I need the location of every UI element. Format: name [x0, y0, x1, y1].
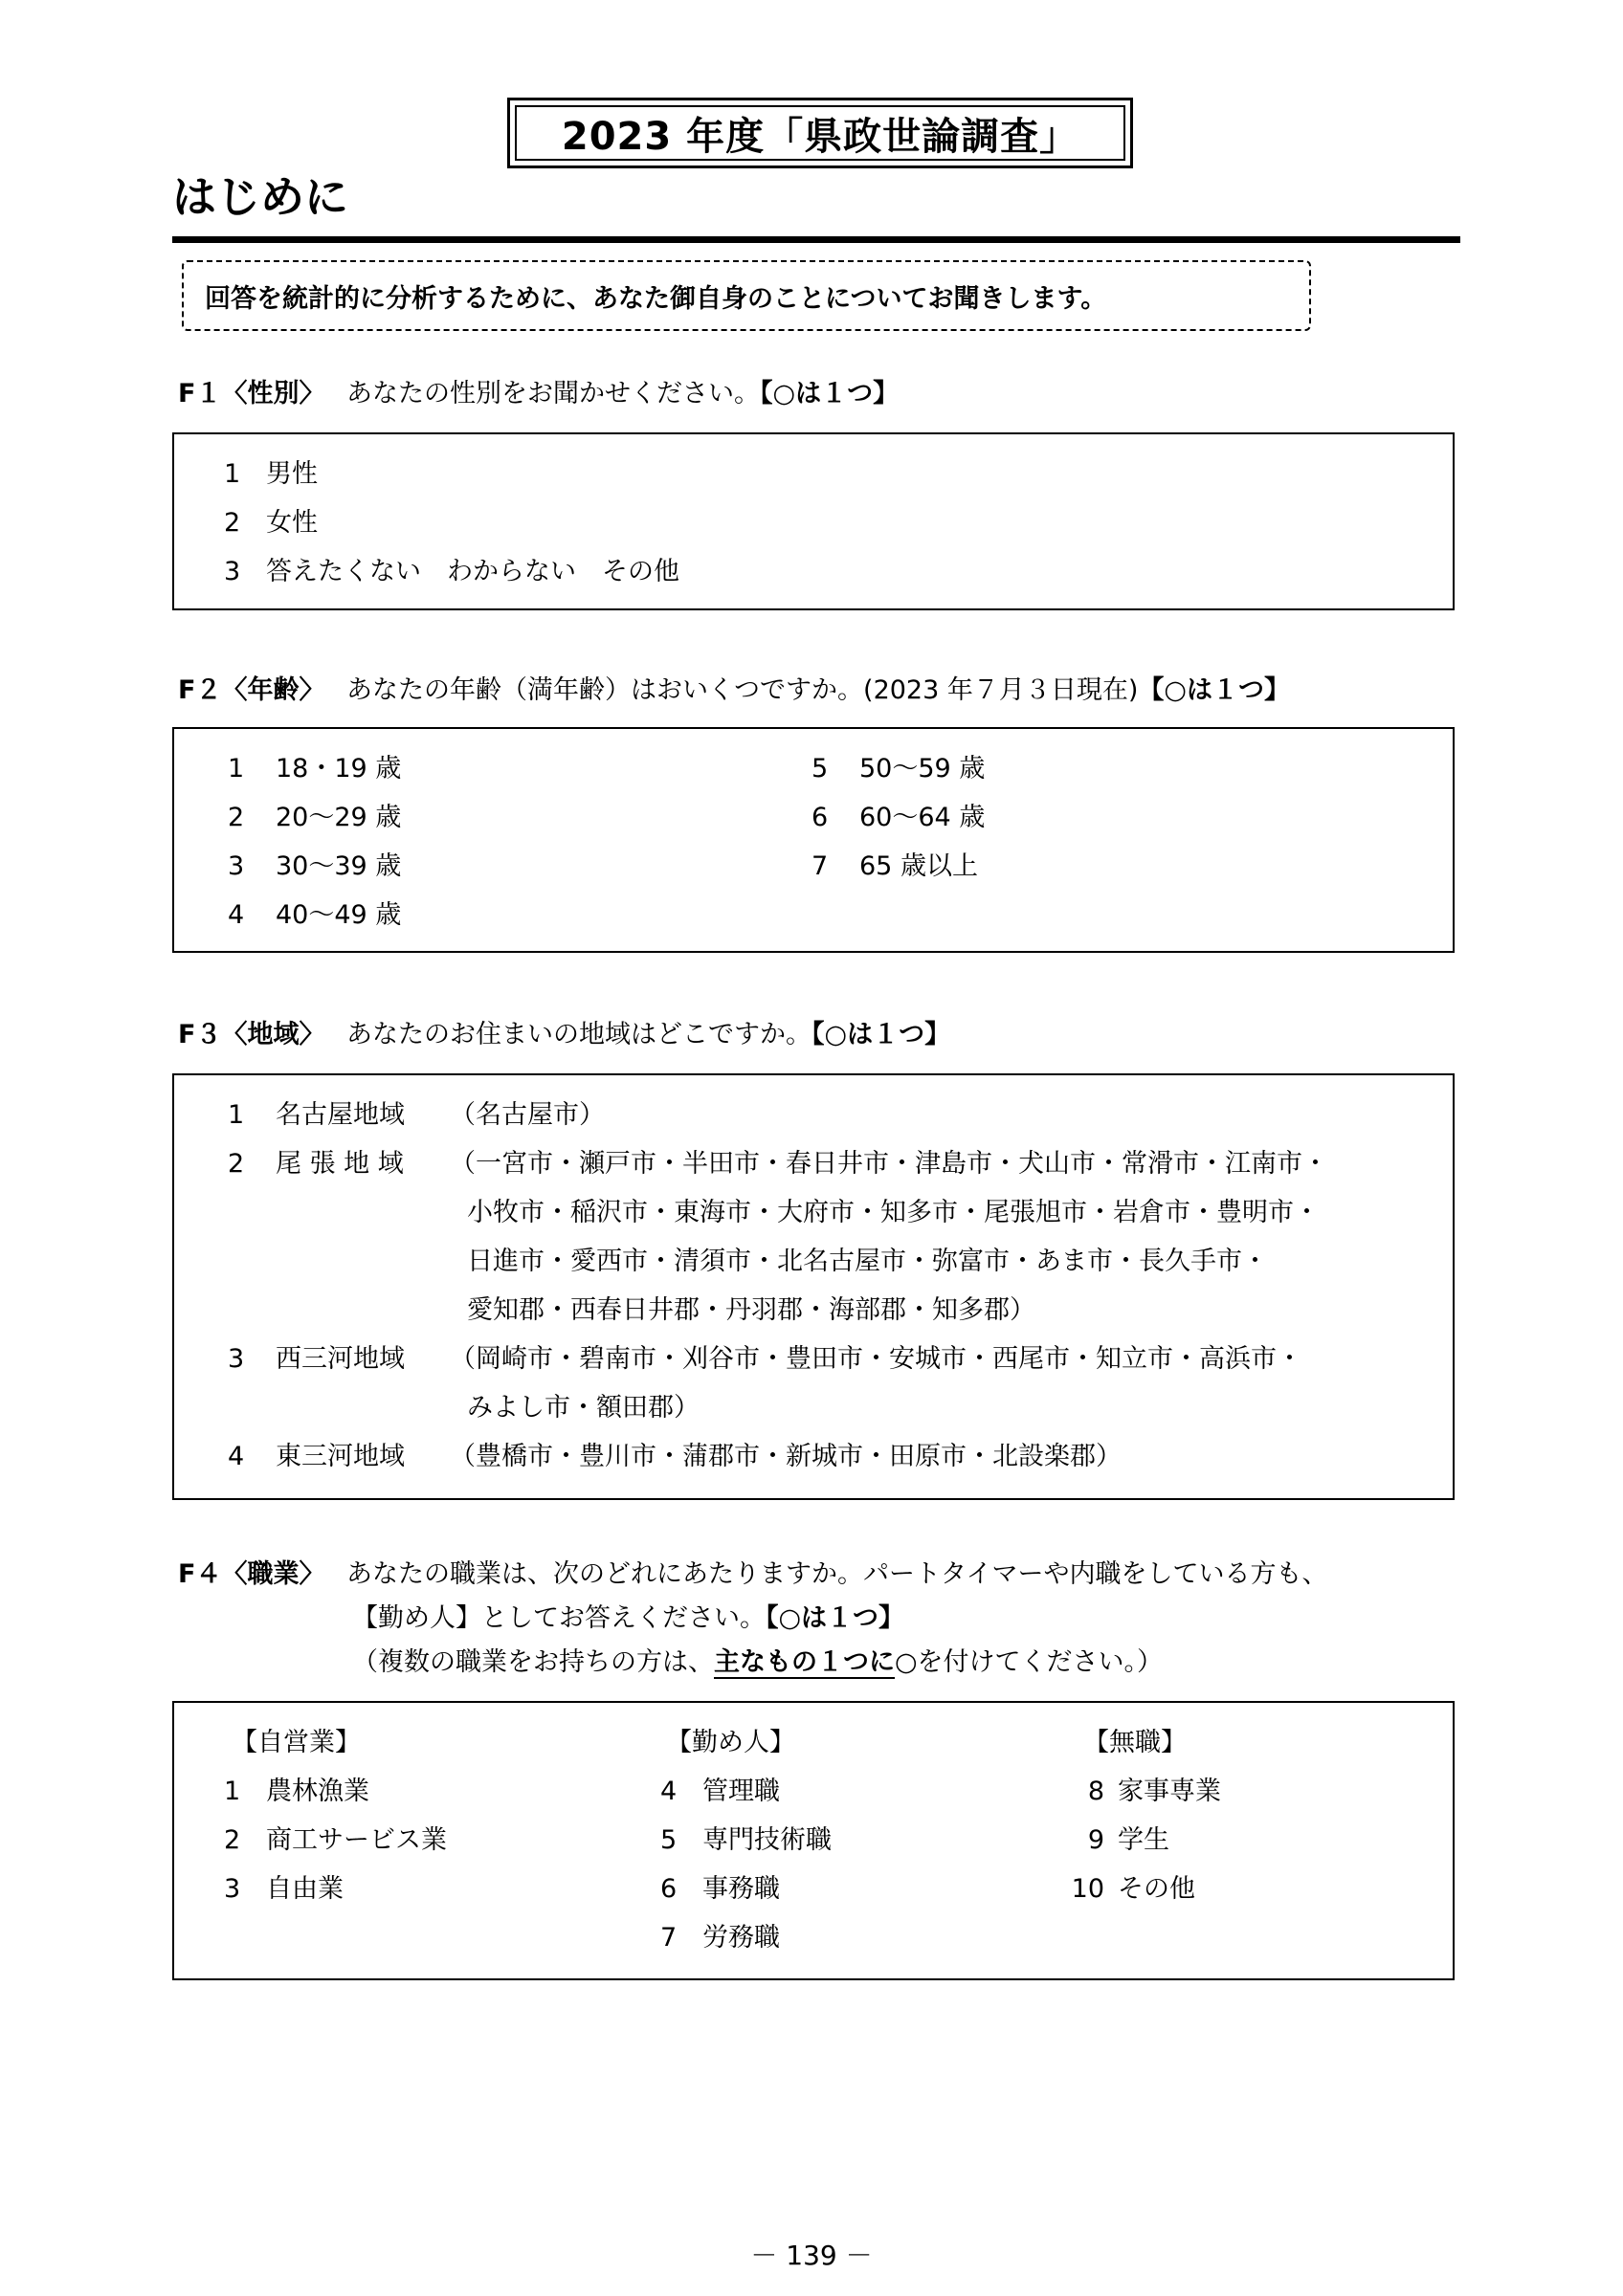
f3-region[interactable]: 3 西三河地域 [228, 1344, 405, 1374]
f3-code: F３〈地域〉 [178, 1020, 325, 1049]
f4-option[interactable]: 6 事務職 [660, 1874, 780, 1904]
f4-option[interactable]: 8 家事専業 [1087, 1777, 1221, 1806]
f3-note: 【○は１つ】 [812, 1020, 951, 1049]
f1-question [178, 375, 899, 413]
f2-option[interactable]: 7 65 歳以上 [812, 851, 978, 881]
f4-emphasis: 主なもの１つに [714, 1647, 895, 1677]
f2-option[interactable]: 1 18・19 歳 [228, 754, 402, 784]
f3-region[interactable]: 1 名古屋地域 [228, 1100, 405, 1130]
region-name: 東三河地域 [276, 1442, 405, 1471]
group-header: 【勤め人】 [666, 1728, 795, 1757]
f4-option[interactable]: 4 管理職 [660, 1777, 780, 1806]
region-line: （豊橋市・豊川市・蒲郡市・新城市・田原市・北設楽郡） [450, 1442, 1122, 1471]
f4-option[interactable]: 3 自由業 [224, 1874, 344, 1904]
page-title: 2023 年度「県政世論調査」 [515, 105, 1125, 161]
region-line: （一宮市・瀬戸市・半田市・春日井市・津島市・犬山市・常滑市・江南市・ [450, 1149, 1328, 1179]
f3-question [178, 1016, 950, 1054]
region-line: （名古屋市） [450, 1100, 605, 1130]
f4-code: F４〈職業〉 [178, 1559, 325, 1589]
f4-options-box [172, 1701, 1455, 1980]
f4-option[interactable]: 5 専門技術職 [660, 1825, 832, 1855]
f1-note: 【○は１つ】 [760, 379, 900, 408]
f4-option[interactable]: 2 商工サービス業 [224, 1825, 447, 1855]
f1-code: F１〈性別〉 [178, 379, 325, 408]
f4-question-text: あなたの職業は、次のどれにあたりますか。パートタイマーや内職をしている方も、 [346, 1559, 1328, 1589]
region-name: 西三河地域 [276, 1344, 405, 1374]
f1-option[interactable]: 2 女性 [224, 508, 318, 538]
f1-options-box [172, 432, 1455, 610]
region-line: みよし市・額田郡） [467, 1393, 700, 1423]
intro-box [182, 260, 1311, 331]
f2-question-text: あなたの年齢（満年齢）はおいくつですか。(2023 年７月３日現在) [346, 675, 1139, 705]
f4-option[interactable]: 1 農林漁業 [224, 1777, 369, 1806]
f4-note: 【○は１つ】 [766, 1603, 905, 1633]
f4-option[interactable]: 10 その他 [1071, 1874, 1195, 1904]
f2-option[interactable]: 4 40～49 歳 [228, 900, 402, 930]
f3-question-text: あなたのお住まいの地域はどこですか。 [346, 1020, 812, 1049]
f2-code: F２〈年齢〉 [178, 675, 325, 705]
group-header: 【自営業】 [232, 1728, 361, 1757]
f2-option[interactable]: 6 60～64 歳 [812, 803, 986, 832]
section-heading: はじめに [172, 171, 348, 223]
intro-text: 回答を統計的に分析するために、あなた御自身のことについてお聞きします。 [205, 283, 1107, 314]
f4-option[interactable]: 9 学生 [1087, 1825, 1169, 1855]
f4-option[interactable]: 7 労務職 [660, 1923, 780, 1953]
region-line: 日進市・愛西市・清須市・北名古屋市・弥富市・あま市・長久手市・ [467, 1247, 1268, 1276]
f1-option[interactable]: 1 男性 [224, 459, 318, 489]
f3-region[interactable]: 4 東三河地域 [228, 1442, 405, 1471]
f2-question [178, 672, 1290, 710]
region-line: （岡崎市・碧南市・刈谷市・豊田市・安城市・西尾市・知立市・高浜市・ [450, 1344, 1302, 1374]
f2-note: 【○は１つ】 [1138, 675, 1290, 705]
title-box [507, 98, 1133, 168]
f2-option[interactable]: 3 30～39 歳 [228, 851, 402, 881]
region-line: 小牧市・稲沢市・東海市・大府市・知多市・尾張旭市・岩倉市・豊明市・ [467, 1198, 1320, 1227]
page-number: － 139 － [750, 2240, 873, 2271]
f3-options-box [172, 1073, 1455, 1500]
f2-option[interactable]: 5 50～59 歳 [812, 754, 986, 784]
heading-rule [172, 236, 1460, 243]
f4-question [178, 1556, 1328, 1594]
f1-option[interactable]: 3 答えたくない わからない その他 [224, 557, 679, 586]
f2-options-box [172, 727, 1455, 953]
group-header: 【無職】 [1083, 1728, 1187, 1757]
f4-question-line2: 【勤め人】としてお答えください。【○は１つ】 [352, 1603, 905, 1633]
f3-region[interactable]: 2 尾 張 地 域 [228, 1149, 404, 1179]
region-name: 名古屋地域 [276, 1100, 405, 1130]
f2-option[interactable]: 2 20～29 歳 [228, 803, 402, 832]
f4-subnote: （複数の職業をお持ちの方は、主なもの１つに○を付けてください。） [352, 1647, 1164, 1677]
region-line: 愛知郡・西春日井郡・丹羽郡・海部郡・知多郡） [467, 1295, 1035, 1325]
f1-question-text: あなたの性別をお聞かせください。 [346, 379, 761, 408]
region-name: 尾 張 地 域 [276, 1149, 404, 1179]
